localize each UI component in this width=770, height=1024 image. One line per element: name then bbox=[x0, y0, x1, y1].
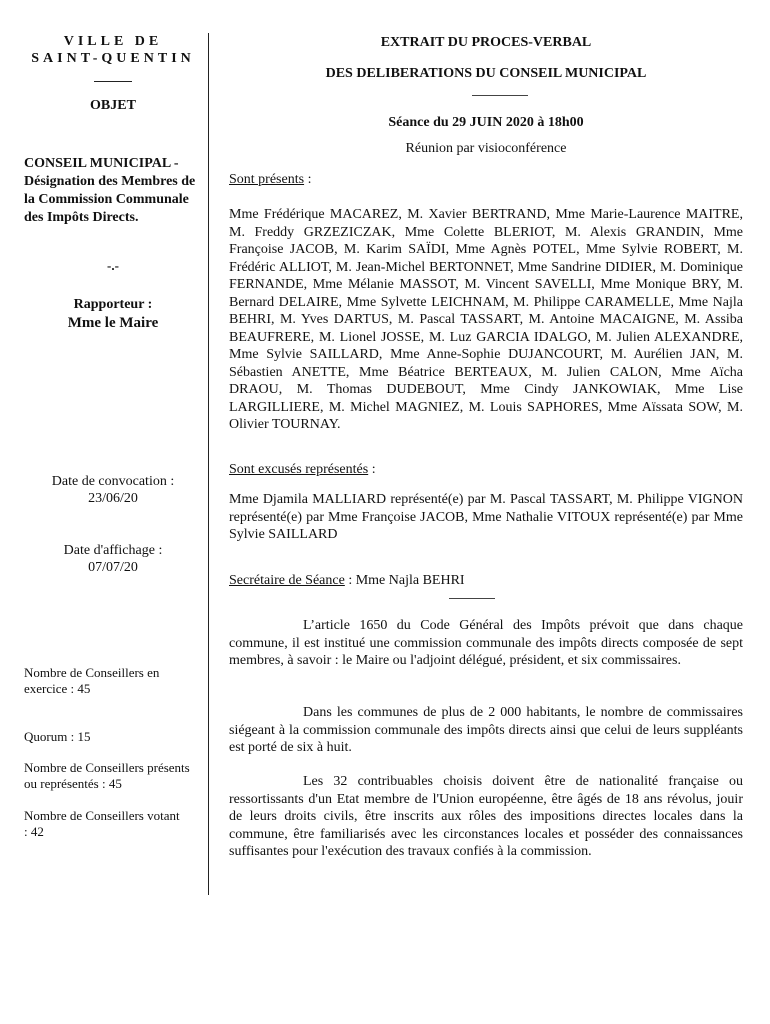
affichage-date: 07/07/20 bbox=[88, 560, 138, 575]
secretaire-line bbox=[229, 573, 465, 589]
body-paragraph-2: Dans les communes de plus de 2 000 habitants, le nombre de commissaires siégeant à la commission communale des impôts directs ainsi que celui de leurs suppléants est porté de six à huit. bbox=[229, 705, 743, 755]
city-name-line1: VILLE DE bbox=[63, 34, 163, 49]
left-margin bbox=[24, 33, 202, 839]
body-paragraph-3: Les 32 contribuables choisis doivent être de nationalité française ou ressortissants d'un Etat membre de l'Union européenne, être âgés de 18 ans révolus, jouir de leurs droits civils, être inscrits aux rôles des impositions directes locales dans la commune, être familiarisés avec les circonstances locales et posséder des connaissances suffisantes pour l'exécution des travaux confiés à la commission. bbox=[229, 774, 743, 859]
subject-separator: -.- bbox=[107, 258, 119, 273]
deliberation-subject: CONSEIL MUNICIPAL - Désignation des Membres de la Commission Communale des Impôts Directs. bbox=[24, 156, 196, 225]
presents-list: Mme Frédérique MACAREZ, M. Xavier BERTRAND, Mme Marie-Laurence MAITRE, M. Freddy GRZEZICZAK, Mme Colette BLERIOT, M. Alexis GRANDIN, Mme Françoise JACOB, M. Karim SAÏDI, Mme Agnès POTEL, Mme Sylvie ROBERT, M. Frédéric ALLIOT, M. Jean-Michel BERTONNET, Mme Sandrine DIDIER, M. Dominique FERNANDE, Mme Mélanie MASSOT, M. Vincent SAVELLI, Mme Monique BRY, M. Bernard DELAIRE, Mme Sylvette LEICHNAM, M. Philippe CARAMELLE, Mme Najla BEHRI, M. Yves DARTUS, M. Pascal TASSART, M. Antoine MACAIGNE, M. Assiba BEAUFRERE, M. Lionel JOSSE, M. Luz GARCIA IDALGO, M. Julien ALEXANDRE, Mme Sylvie SAILLARD, Mme Anne-Sophie DUJANCOURT, M. Aurélien JAN, M. Sébastien ANETTE, Mme Béatrice BERTEAUX, M. Julien CALON, Mme Aïcha DRAOU, M. Thomas DUDEBOUT, Mme Cindy JANKOWIAK, Mme Lise LARGILLIERE, M. Michel MAGNIEZ, M. Louis SAPHORES, Mme Aïssata SOW, M. Olivier TOURNAY. bbox=[229, 207, 743, 432]
presents-colon: : bbox=[304, 172, 312, 187]
seance-mode: Réunion par visioconférence bbox=[405, 141, 567, 156]
body-paragraph-1: L’article 1650 du Code Général des Impôts prévoit que dans chaque commune, il est institué une commission communale des impôts directs composée de sept membres, à savoir : le Maire ou l'adjoint délégué, président, et six commissaires. bbox=[229, 618, 743, 668]
column-divider bbox=[208, 33, 209, 895]
secretaire-label: Secrétaire de Séance bbox=[229, 573, 345, 588]
excuses-heading bbox=[229, 462, 376, 478]
city-name-line2: SAINT-QUENTIN bbox=[31, 51, 195, 66]
convocation-date: 23/06/20 bbox=[88, 491, 138, 506]
quorum: Quorum : 15 bbox=[24, 729, 91, 744]
title-rule bbox=[472, 95, 528, 96]
excuses-label: Sont excusés représentés bbox=[229, 462, 369, 477]
presents-heading bbox=[229, 172, 311, 188]
secretaire-value: : Mme Najla BEHRI bbox=[344, 573, 465, 588]
document-title: EXTRAIT DU PROCES-VERBAL bbox=[380, 35, 592, 50]
objet-label: OBJET bbox=[90, 98, 136, 113]
affichage-label: Date d'affichage : bbox=[63, 543, 163, 558]
secretaire-rule bbox=[449, 598, 495, 599]
presents-label: Sont présents bbox=[229, 172, 305, 187]
conseillers-votant: Nombre de Conseillers votant : 42 bbox=[24, 808, 180, 839]
excuses-list: Mme Djamila MALLIARD représenté(e) par M. Pascal TASSART, M. Philippe VIGNON représenté(e) par Mme Françoise JACOB, Mme Nathalie VITOUX représenté(e) par Mme Sylvie SAILLARD bbox=[229, 492, 743, 542]
excuses-colon: : bbox=[368, 462, 376, 477]
seance-date: Séance du 29 JUIN 2020 à 18h00 bbox=[388, 115, 584, 130]
city-underline bbox=[94, 81, 132, 82]
rapporteur-label: Rapporteur : bbox=[73, 297, 153, 312]
convocation-label: Date de convocation : bbox=[51, 474, 175, 489]
document-subtitle: DES DELIBERATIONS DU CONSEIL MUNICIPAL bbox=[325, 66, 647, 81]
conseillers-exercice: Nombre de Conseillers en exercice : 45 bbox=[24, 665, 160, 696]
rapporteur-name: Mme le Maire bbox=[67, 315, 159, 331]
conseillers-presents: Nombre de Conseillers présents ou représentés : 45 bbox=[24, 760, 190, 791]
